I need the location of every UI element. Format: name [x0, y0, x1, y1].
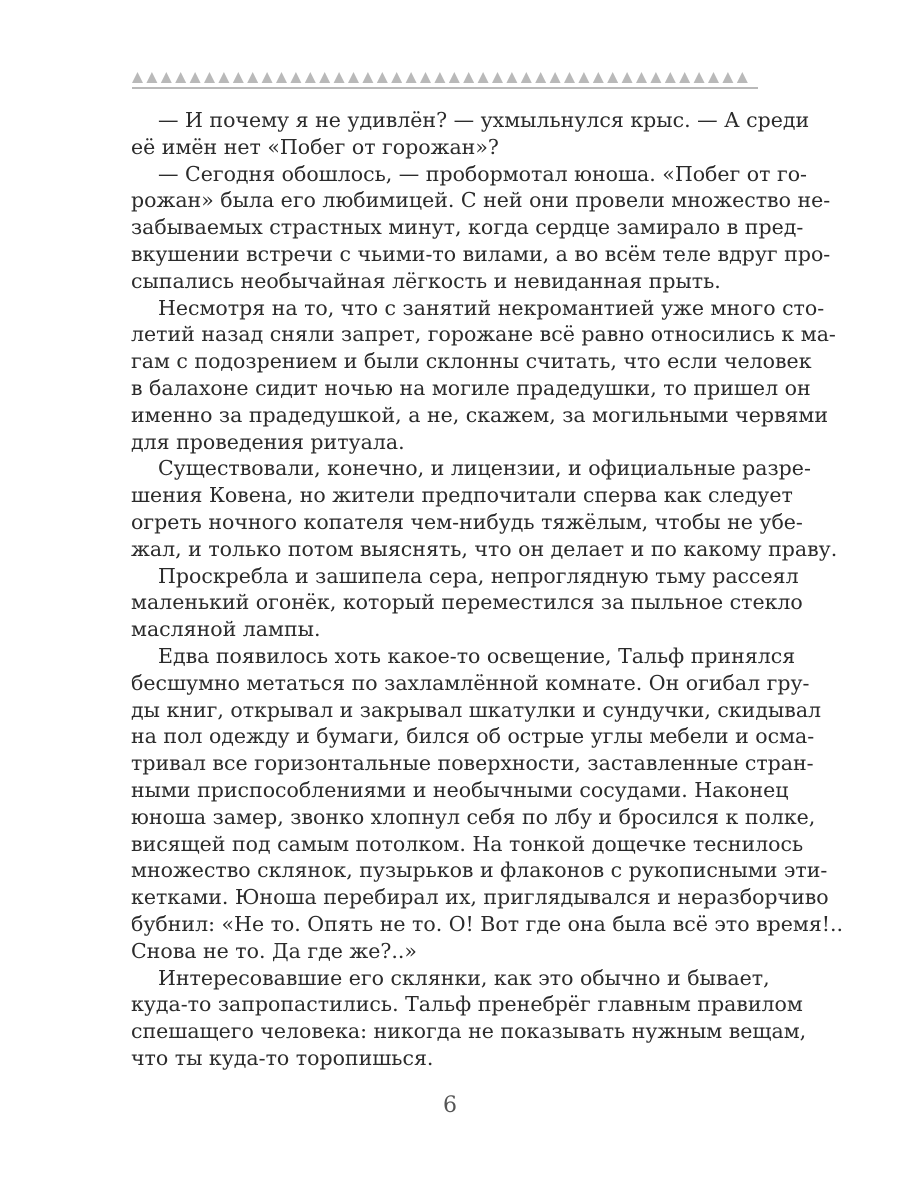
triangle-icon — [434, 72, 445, 83]
triangle-icon — [578, 72, 589, 83]
text-line: что ты куда-то торопишься. — [131, 1045, 434, 1070]
text-line: забываемых страстных минут, когда сердце замирало в пред- — [131, 215, 804, 240]
text-line: для проведения ритуала. — [131, 429, 405, 454]
triangle-icon — [146, 72, 157, 83]
text-line: бубнил: «Не то. Опять не то. О! Вот где она была всё это время!.. — [131, 911, 844, 936]
triangle-icon — [132, 72, 143, 83]
triangle-icon — [334, 72, 345, 83]
text-line: в балахоне сидит ночью на могиле прадедушки, то пришел он — [131, 375, 811, 400]
triangle-icon — [665, 72, 676, 83]
text-line: Интересовавшие его склянки, как это обычно и бывает, — [158, 965, 770, 990]
text-line: летий назад сняли запрет, горожане всё равно относились к ма- — [131, 322, 836, 347]
triangle-icon — [319, 72, 330, 83]
text-line: множество склянок, пузырьков и флаконов с рукописными эти- — [131, 858, 828, 883]
text-line: бесшумно метаться по захламлённой комнате. Он огибал гру- — [131, 670, 810, 695]
triangle-icon — [564, 72, 575, 83]
triangle-icon — [377, 72, 388, 83]
triangle-icon — [679, 72, 690, 83]
text-line: вкушении встречи с чьими-то вилами, а во всём теле вдруг про- — [131, 241, 831, 266]
triangle-icon — [391, 72, 402, 83]
text-line: — Сегодня обошлось, — пробормотал юноша. «Побег от го- — [158, 161, 807, 186]
triangle-icon — [161, 72, 172, 83]
triangle-icon — [622, 72, 633, 83]
text-line: сыпались необычайная лёгкость и невиданная прыть. — [131, 268, 721, 293]
triangle-icon — [593, 72, 604, 83]
triangle-border-icon — [132, 72, 748, 83]
triangle-icon — [348, 72, 359, 83]
triangle-icon — [449, 72, 460, 83]
text-line: висящей под самым потолком. На тонкой дощечке теснилось — [131, 831, 804, 856]
header-ornament — [132, 68, 758, 92]
body-text — [131, 107, 844, 1072]
page-number: 6 — [443, 1093, 457, 1118]
triangle-icon — [305, 72, 316, 83]
triangle-icon — [737, 72, 748, 83]
triangle-icon — [521, 72, 532, 83]
triangle-icon — [233, 72, 244, 83]
text-line: маленький огонёк, который переместился за пыльное стекло — [131, 590, 803, 615]
text-line: ными приспособлениями и необычными сосудами. Наконец — [131, 777, 789, 802]
text-line: огреть ночного копателя чем-нибудь тяжёлым, чтобы не убе- — [131, 509, 803, 534]
triangle-icon — [190, 72, 201, 83]
text-line: юноша замер, звонко хлопнул себя по лбу и бросился к полке, — [131, 804, 816, 829]
triangle-icon — [420, 72, 431, 83]
text-line: масляной лампы. — [131, 617, 321, 642]
triangle-icon — [247, 72, 258, 83]
triangle-icon — [550, 72, 561, 83]
text-line: гам с подозрением и были склонны считать, что если человек — [131, 349, 812, 374]
triangle-icon — [506, 72, 517, 83]
text-line: жал, и только потом выяснять, что он делает и по какому праву. — [131, 536, 838, 561]
triangle-icon — [204, 72, 215, 83]
text-line: на пол одежду и бумаги, бился об острые углы мебели и осма- — [131, 724, 815, 749]
triangle-icon — [607, 72, 618, 83]
text-line: Несмотря на то, что с занятий некромантией уже много сто- — [158, 295, 825, 320]
text-line: именно за прадедушкой, а не, скажем, за могильными червями — [131, 402, 829, 427]
triangle-icon — [290, 72, 301, 83]
text-line: Проскребла и зашипела сера, непроглядную тьму рассеял — [158, 563, 799, 588]
triangle-icon — [362, 72, 373, 83]
triangle-icon — [218, 72, 229, 83]
triangle-icon — [636, 72, 647, 83]
triangle-icon — [406, 72, 417, 83]
triangle-icon — [492, 72, 503, 83]
triangle-icon — [722, 72, 733, 83]
triangle-icon — [463, 72, 474, 83]
triangle-icon — [535, 72, 546, 83]
text-line: куда-то запропастились. Тальф пренебрёг главным правилом — [131, 992, 803, 1017]
triangle-icon — [478, 72, 489, 83]
text-line: её имён нет «Побег от горожан»? — [131, 134, 499, 159]
text-line: рожан» была его любимицей. С ней они провели множество не- — [131, 188, 831, 213]
triangle-icon — [276, 72, 287, 83]
triangle-icon — [175, 72, 186, 83]
text-line: Существовали, конечно, и лицензии, и официальные разре- — [158, 456, 811, 481]
text-line: спешащего человека: никогда не показывать нужным вещам, — [131, 1019, 807, 1044]
text-line: Едва появилось хоть какое-то освещение, Тальф принялся — [158, 643, 796, 668]
text-line: кетками. Юноша перебирал их, приглядывался и неразборчиво — [131, 885, 829, 910]
text-line: шения Ковена, но жители предпочитали сперва как следует — [131, 483, 793, 508]
text-line: тривал все горизонтальные поверхности, заставленные стран- — [131, 751, 814, 776]
triangle-icon — [262, 72, 273, 83]
text-line: — И почему я не удивлён? — ухмыльнулся крыс. — А среди — [158, 108, 810, 132]
triangle-icon — [650, 72, 661, 83]
triangle-icon — [694, 72, 705, 83]
text-line: ды книг, открывал и закрывал шкатулки и сундучки, скидывал — [131, 697, 822, 722]
triangle-icon — [708, 72, 719, 83]
text-line: Снова не то. Да где же?..» — [131, 938, 417, 963]
